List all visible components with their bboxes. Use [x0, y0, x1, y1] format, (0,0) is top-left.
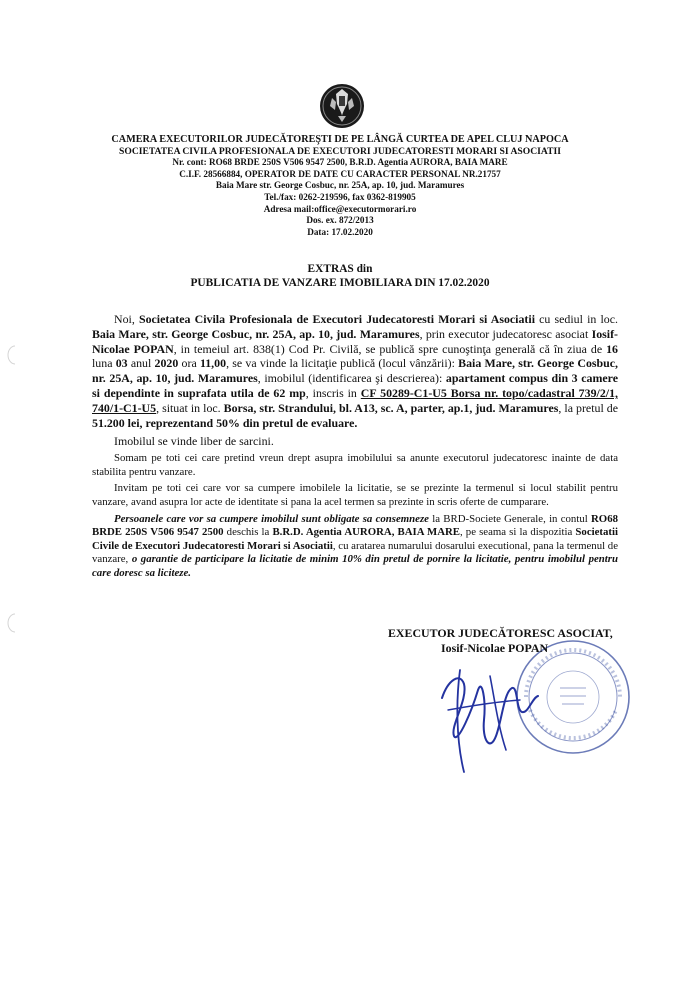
text-span: luna [92, 356, 116, 371]
document-title [40, 262, 640, 290]
text-span: la BRD-Societe Generale, in contul [428, 512, 591, 525]
executor-name-bold: Iosif-Nicolae POPAN [92, 326, 618, 356]
account-number-bold: RO68 BRDE 250S V506 9547 2500 [92, 512, 618, 539]
land-registry-reference: CF 50289-C1-U5 Borsa nr. topo/cadastral 739/2/1, 740/1-C1-U5 [92, 385, 618, 415]
sale-day: 16 [606, 341, 618, 356]
sale-year: 2020 [154, 356, 179, 371]
email: Adresa mail:office@executormorari.ro [263, 203, 417, 214]
text-span: , la pretul de [558, 400, 618, 415]
guarantee-bold-italic: o garantie de participare la licitatie de minim 10% din pretul de pornire la licitatie, pentru imobilul pentru care doresc sa liciteze. [92, 553, 618, 579]
text-span: cu sediul in loc. [535, 312, 618, 326]
property-address-bold: Borsa, str. Strandului, bl. A13, sc. A, parter, ap.1, jud. Maramures [223, 400, 559, 415]
text-span: , pe seama si la dispozitia [460, 526, 576, 539]
text-span: , situat in loc. [156, 400, 224, 415]
address: Baia Mare str. George Cosbuc, nr. 25A, ap. 10, jud. Maramures [215, 180, 465, 191]
case-number: Dos. ex. 872/2013 [306, 215, 374, 226]
bank-account: Nr. cont: RO68 BRDE 250S V506 9547 2500, B.R.D. Agentia AURORA, BAIA MARE [172, 157, 508, 168]
paragraph-announcement [92, 312, 618, 430]
firm-name: SOCIETATEA CIVILA PROFESIONALA DE EXECUTORI JUDECATORESTI MORARI SI ASOCIATII [119, 145, 561, 157]
sale-month: 03 [115, 356, 128, 371]
property-description-bold: apartament compus din 3 camere si dependinte in suprafata utila de 62 mp [92, 371, 618, 400]
firm-name-bold: Societatea Civila Profesionala de Executori Judecatoresti Morari si Asociatii [138, 312, 535, 326]
sale-hour: 11,00 [199, 356, 227, 371]
coat-of-arms-emblem [318, 80, 366, 132]
text-span: , imobilul (identificarea şi descrierea): [257, 371, 446, 386]
fiscal-code: C.I.F. 28566884, OPERATOR DE DATE CU CARACTER PERSONAL NR.21757 [179, 168, 501, 179]
title-line-2: PUBLICATIA DE VANZARE IMOBILIARA DIN 17.02.2020 [190, 277, 490, 289]
text-span: Noi, [114, 312, 139, 326]
letterhead [40, 134, 640, 238]
text-span: , cu aratarea numarului dosarului executional, pana la termenul de vanzare, [92, 539, 618, 566]
text-span: , inscris in [305, 385, 361, 400]
text-span: deschis la [223, 526, 273, 539]
phone-fax: Tel./fax: 0262-219596, fax 0362-819905 [264, 191, 416, 202]
signatory-title: EXECUTOR JUDECĂTORESC ASOCIAT, [388, 626, 613, 640]
punch-hole-mark [5, 612, 19, 634]
title-line-1: EXTRAS din [307, 263, 373, 275]
chamber-name: CAMERA EXECUTORILOR JUDECĂTOREŞTI DE PE LÂNGĂ CURTEA DE APEL CLUJ NAPOCA [111, 134, 569, 145]
paragraph-guarantee [92, 513, 618, 581]
sale-price-bold: 51.200 lei, reprezentand 50% din pretul de evaluare. [92, 415, 358, 430]
text-span: , in temeiul art. 838(1) Cod Pr. Civilă, se publică spre cunoştinţa generală că în ziua de [173, 341, 607, 356]
text-span: anul [127, 356, 155, 371]
document-date: Data: 17.02.2020 [307, 226, 373, 237]
obligation-bold-italic: Persoanele care vor sa cumpere imobilul sunt obligate sa consemneze [114, 512, 429, 525]
punch-hole-mark [5, 344, 19, 366]
document-body [92, 312, 618, 584]
office-address-bold: Baia Mare, str. George Cosbuc, nr. 25A, ap. 10, jud. Maramures [92, 326, 420, 341]
text-span: ora [178, 356, 200, 371]
paragraph-summons: Somam pe toti cei care pretind vreun drept asupra imobilului sa anunte executorul judecatoresc inainte de data stabilita pentru vanzare. [92, 452, 618, 478]
firm-name-bold: Societatii Civile de Executori Judecatoresti Morari si Asociatii [92, 526, 618, 552]
text-span: , prin executor judecatoresc asociat [419, 326, 592, 341]
handwritten-signature [420, 640, 580, 780]
text-span: , se va vinde la licitaţie publică (locul vânzării): [226, 356, 459, 371]
paragraph-invitation: Invitam pe toti cei care vor sa cumpere imobilele la licitatie, se se prezinte la termenul si locul stabilit pentru vanzare, avand asupra lor acte de identitate si pana la acel termen sa prezinte in scris oferte de cumparare. [92, 482, 618, 508]
bank-branch-bold: B.R.D. Agentia AURORA, BAIA MARE [272, 526, 460, 539]
sale-location-bold: Baia Mare, str. George Cosbuc, nr. 25A, ap. 10, jud. Maramures [92, 356, 619, 386]
signatory-name: Iosif-Nicolae POPAN [441, 641, 549, 655]
paragraph-encumbrances: Imobilul se vinde liber de sarcini. [114, 434, 274, 449]
